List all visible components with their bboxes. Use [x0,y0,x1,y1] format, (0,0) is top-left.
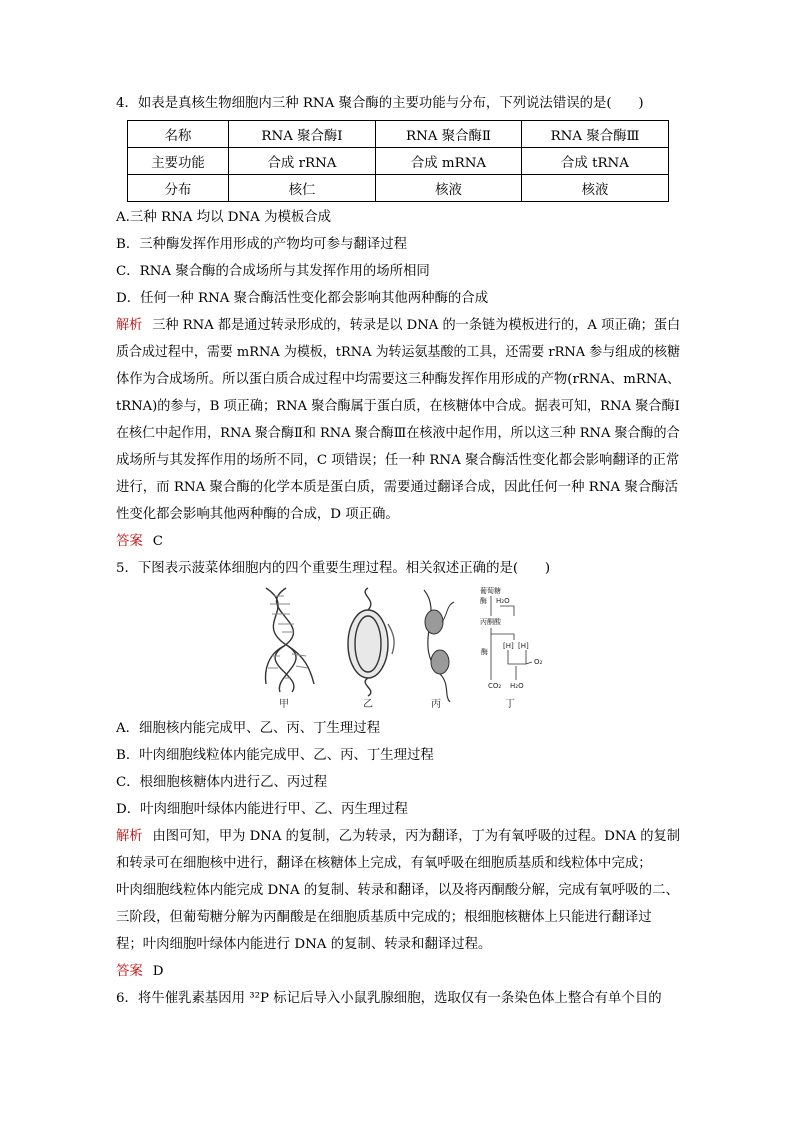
table-header-row [128,121,669,148]
q4-option-a: A.三种 RNA 均以 DNA 为模板合成 [116,210,332,225]
q5-option-b: B．叶肉细胞线粒体内能完成甲、乙、丙、丁生理过程 [116,748,434,763]
table-row [128,148,669,175]
pyruvate-label: 丙酮酸 [480,618,501,626]
table-cell: 主要功能 [128,148,229,175]
q4-analysis-line: 在核仁中起作用，RNA 聚合酶Ⅱ和 RNA 聚合酶Ⅲ在核液中起作用，所以这三种 RNA 聚合酶的合 [116,426,680,441]
table-cell: RNA 聚合酶Ⅲ [522,121,669,148]
q4-option-c: C．RNA 聚合酶的合成场所与其发挥作用的场所相同 [116,264,430,279]
analysis-label: 解析 [116,829,143,844]
q4-analysis-line [116,316,680,336]
table-cell: 合成 tRNA [522,148,669,175]
analysis-label: 解析 [116,318,143,333]
q5-stem: 5．下图表示菠菜体细胞内的四个重要生理过程。相关叙述正确的是( ) [116,561,551,576]
label-bing: 丙 [431,699,441,708]
answer-value: D [152,964,164,979]
answer-label: 答案 [116,964,143,979]
table-cell: 名称 [128,121,229,148]
q4-stem: 4．如表是真核生物细胞内三种 RNA 聚合酶的主要功能与分布，下列说法错误的是( ) [116,96,644,111]
q5-answer-line [116,962,164,982]
table-cell: RNA 聚合酶Ⅰ [229,121,376,148]
answer-value: C [152,534,164,549]
co2-label: CO₂ [488,682,502,690]
q4-analysis-line: tRNA)的参与，B 项正确；RNA 聚合酶属于蛋白质，在核糖体中合成。据表可知，RNA 聚合酶Ⅰ [116,399,680,414]
rna-polymerase-table [127,120,669,202]
hydrogen-label-1: [H] [503,642,514,650]
table-cell: 核液 [376,175,522,202]
q4-answer-line [116,532,163,552]
q6-stem: 6．将牛催乳素基因用 ³²P 标记后导入小鼠乳腺细胞，选取仅有一条染色体上整合有单个目的 [116,991,662,1006]
q4-analysis-line: 体作为合成场所。所以蛋白质合成过程中均需要这三种酶发挥作用形成的产物(rRNA、mRNA、 [116,372,681,387]
glucose-label: 葡萄糖 [480,587,501,595]
q4-analysis-line: 成场所与其发挥作用的场所不同，C 项错误；任一种 RNA 聚合酶活性变化都会影响翻译的正常 [116,453,680,468]
table-cell: 分布 [128,175,229,202]
dna-replication-image [266,588,314,692]
q5-analysis-line: 和转录可在细胞核中进行，翻译在核糖体上完成，有氧呼吸在细胞质基质和线粒体中完成； [116,856,652,871]
q4-analysis-line: 进行，而 RNA 聚合酶的化学本质是蛋白质，需要通过翻译合成，因此任何一种 RNA 聚合酶活 [116,480,679,495]
label-jia: 甲 [279,699,289,708]
table-cell: 合成 mRNA [376,148,522,175]
q4-analysis-line: 质合成过程中，需要 mRNA 为模板，tRNA 为转运氨基酸的工具，还需要 rRNA 参与组成的核糖 [116,345,681,360]
label-ding: 丁 [505,699,515,708]
label-yi: 乙 [363,699,373,708]
q4-analysis-line: 性变化都会影响其他两种酶的合成，D 项正确。 [116,507,399,522]
table-cell: RNA 聚合酶Ⅱ [376,121,522,148]
q5-analysis-line: 三阶段，但葡萄糖分解为丙酮酸是在细胞质基质中完成的；根细胞核糖体上只能进行翻译过 [116,910,652,925]
analysis-text: 三种 RNA 都是通过转录形成的，转录是以 DNA 的一条链为模板进行的，A 项正确；蛋白 [152,318,681,333]
analysis-text: 由图可知，甲为 DNA 的复制，乙为转录，丙为翻译，丁为有氧呼吸的过程。DNA 的复制 [152,829,681,844]
q5-analysis-line [116,827,680,847]
transcription-image [348,588,394,696]
oxygen-label: O₂ [534,658,543,666]
table-cell: 合成 rRNA [229,148,376,175]
q4-option-d: D．任何一种 RNA 聚合酶活性变化都会影响其他两种酶的合成 [116,291,489,306]
q5-option-d: D．叶肉细胞叶绿体内能进行甲、乙、丙生理过程 [116,802,408,817]
water-out-label: H₂O [510,682,524,690]
q4-option-b: B．三种酶发挥作用形成的产物均可参与翻译过程 [116,237,408,252]
table-cell: 核仁 [229,175,376,202]
q5-option-c: C．根细胞核糖体内进行乙、丙过程 [116,775,328,790]
aerobic-respiration-chart [480,586,543,690]
water-in-label: H₂O [496,597,510,605]
answer-label: 答案 [116,534,143,549]
table-row [128,175,669,202]
q5-option-a: A．细胞核内能完成甲、乙、丙、丁生理过程 [116,721,381,736]
q5-figure [244,584,544,708]
hydrogen-label-2: [H] [518,642,529,650]
q5-analysis-line: 叶肉细胞线粒体内能完成 DNA 的复制、转录和翻译，以及将丙酮酸分解，完成有氧呼吸的二、 [116,883,679,898]
process-diagram [244,584,544,708]
translation-image [424,590,454,702]
table-cell: 核液 [522,175,669,202]
enzyme-label: 酶 [480,597,487,605]
enzyme-label-2: 酶 [481,648,488,656]
q5-analysis-line: 程；叶肉细胞叶绿体内能进行 DNA 的复制、转录和翻译过程。 [116,937,492,952]
